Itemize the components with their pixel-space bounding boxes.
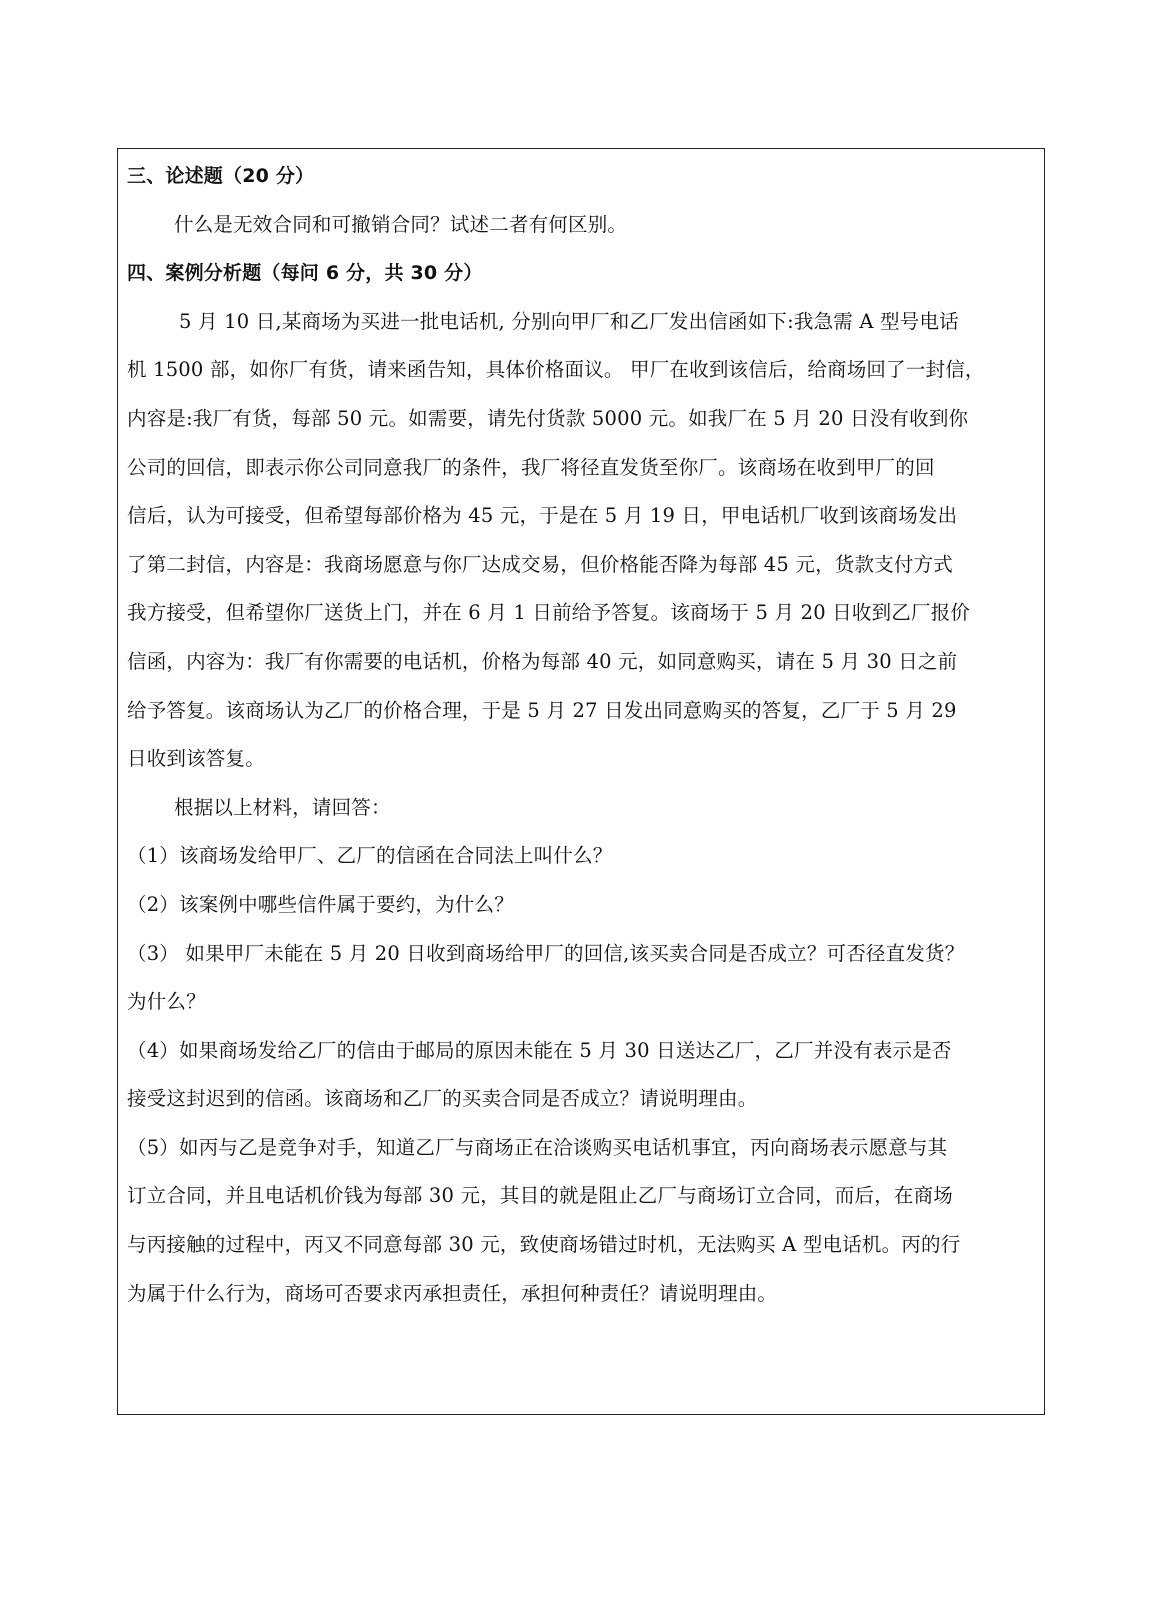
case-text-line: 机 1500 部，如你厂有货，请来函告知，具体价格面议。 甲厂在收到该信后，给商场回了一封信， bbox=[127, 358, 985, 382]
question-line: 为属于什么行为，商场可否要求丙承担责任，承担何种责任？请说明理由。 bbox=[127, 1281, 778, 1305]
case-text-line: 内容是:我厂有货，每部 50 元。如需要，请先付货款 5000 元。如我厂在 5 月 20 日没有收到你 bbox=[127, 406, 969, 430]
case-text-line: 公司的回信，即表示你公司同意我厂的条件，我厂将径直发货至你厂。该商场在收到甲厂的回 bbox=[127, 455, 935, 479]
case-text-line: 日收到该答复。 bbox=[127, 747, 265, 771]
question-line: （5）如丙与乙是竞争对手，知道乙厂与商场正在洽谈购买电话机事宜，丙向商场表示愿意与其 bbox=[127, 1135, 948, 1159]
answer-prompt: 根据以上材料，请回答： bbox=[174, 795, 391, 819]
question-line: （1）该商场发给甲厂、乙厂的信函在合同法上叫什么？ bbox=[127, 844, 613, 868]
case-text-line: 了第二封信，内容是：我商场愿意与你厂达成交易，但价格能否降为每部 45 元，货款支付方式 bbox=[127, 552, 954, 576]
section3-question: 什么是无效合同和可撤销合同？试述二者有何区别。 bbox=[174, 212, 628, 236]
question-line: 与丙接触的过程中，丙又不同意每部 30 元，致使商场错过时机，无法购买 A 型电话机。丙的行 bbox=[127, 1233, 961, 1257]
case-text-line: 信后，认为可接受，但希望每部价格为 45 元，于是在 5 月 19 日，甲电话机厂收到该商场发出 bbox=[127, 504, 958, 528]
case-text-line: 给予答复。该商场认为乙厂的价格合理，于是 5 月 27 日发出同意购买的答复，乙厂于 5 月 29 bbox=[127, 698, 957, 722]
case-text-line: 我方接受，但希望你厂送货上门，并在 6 月 1 日前给予答复。该商场于 5 月 20 日收到乙厂报价 bbox=[127, 601, 971, 625]
case-text-line: 5 月 10 日,某商场为买进一批电话机, 分别向甲厂和乙厂发出信函如下:我急需 A 型号电话 bbox=[179, 309, 959, 333]
question-line: （3） 如果甲厂未能在 5 月 20 日收到商场给甲厂的回信,该买卖合同是否成立？可否径直发货？ bbox=[127, 941, 965, 965]
section4-heading: 四、案例分析题（每问 6 分，共 30 分） bbox=[127, 262, 483, 285]
question-line: （4）如果商场发给乙厂的信由于邮局的原因未能在 5 月 30 日送达乙厂，乙厂并没有表示是否 bbox=[127, 1038, 952, 1062]
question-line: 订立合同，并且电话机价钱为每部 30 元，其目的就是阻止乙厂与商场订立合同，而后，在商场 bbox=[127, 1184, 954, 1208]
question-line: 接受这封迟到的信函。该商场和乙厂的买卖合同是否成立？请说明理由。 bbox=[127, 1087, 758, 1111]
section3-heading: 三、论述题（20 分） bbox=[127, 165, 315, 187]
case-text-line: 信函，内容为：我厂有你需要的电话机，价格为每部 40 元，如同意购买，请在 5 月 30 日之前 bbox=[127, 649, 958, 673]
question-line: （2）该案例中哪些信件属于要约，为什么？ bbox=[127, 892, 514, 916]
exam-content bbox=[127, 152, 1037, 1318]
question-line: 为什么？ bbox=[127, 990, 206, 1014]
